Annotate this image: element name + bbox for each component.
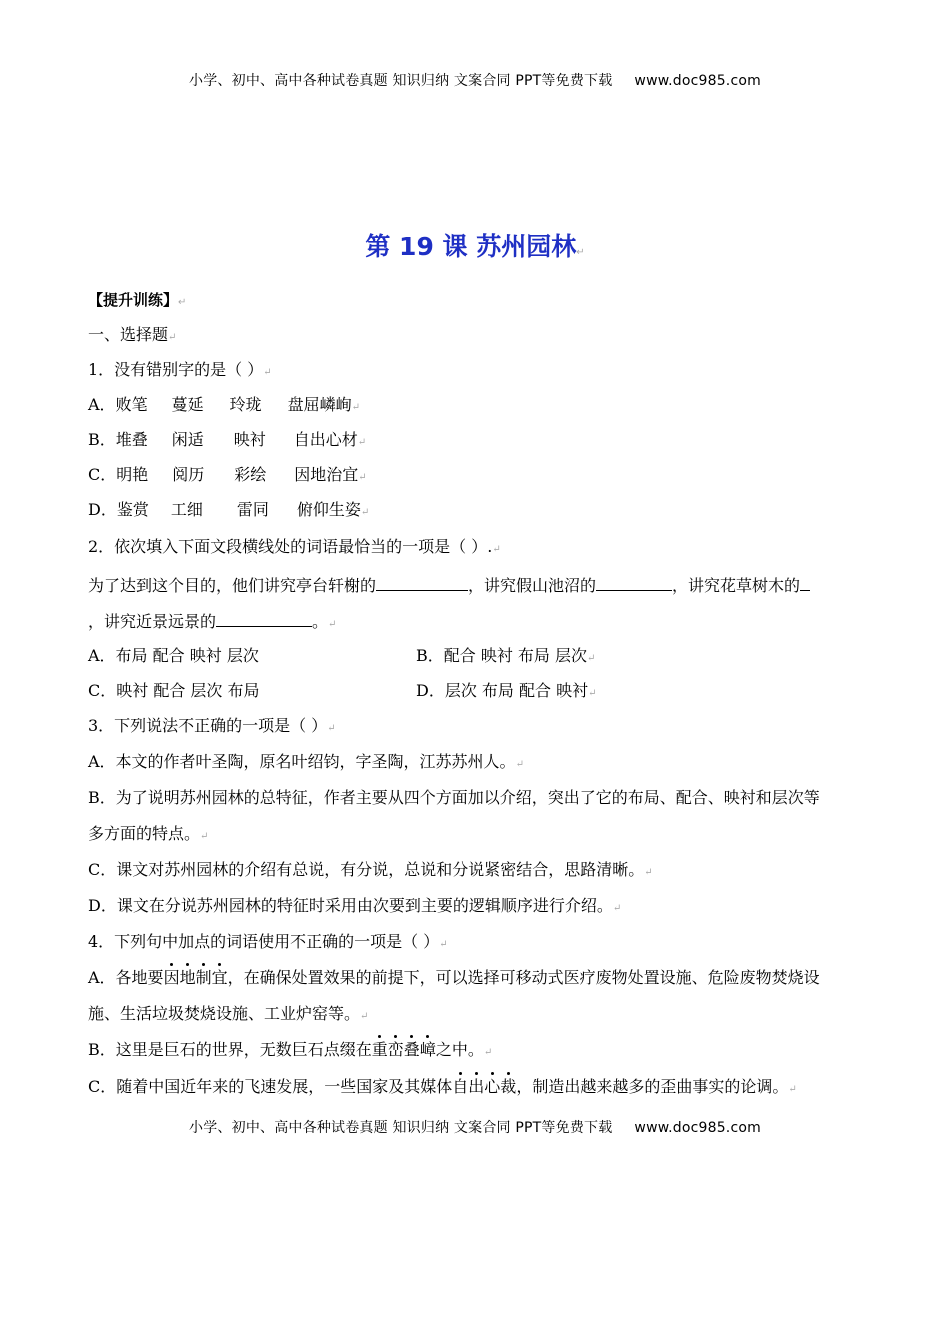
- q1-stem: 1．没有错别字的是（ ）↵: [88, 360, 272, 379]
- q1-option-b: B．堆叠 闲适 映衬 自出心材↵: [88, 430, 367, 449]
- dotted-char: 重: [371, 1040, 388, 1059]
- dotted-char: 地: [179, 968, 196, 987]
- dotted-char: 出: [468, 1077, 485, 1096]
- blank-3[interactable]: [800, 574, 810, 591]
- q4-stem: 4．下列句中加点的词语使用不正确的一项是（ ）↵: [88, 932, 448, 951]
- page-title: 第 19 课 苏州园林↵: [365, 232, 585, 261]
- dotted-char: 峦: [387, 1040, 404, 1059]
- page-header: [0, 70, 950, 90]
- q1-option-d: D．鉴赏 工细 雷同 俯仰生姿↵: [88, 500, 370, 519]
- dotted-char: 因: [163, 968, 180, 987]
- blank-2[interactable]: [596, 574, 672, 591]
- q4-option-a: A．各地要因地制宜，在确保处置效果的前提下，可以选择可移动式医疗废物处置设施、危险废物焚烧设: [88, 968, 820, 987]
- dotted-char: 裁: [500, 1077, 517, 1096]
- header-text: 小学、初中、高中各种试卷真题 知识归纳 文案合同 PPT等免费下载: [189, 73, 613, 89]
- q2-option-b: B．配合 映衬 布局 层次↵: [416, 646, 596, 665]
- q1-option-a: A．败笔 蔓延 玲珑 盘屈嶙峋↵: [88, 395, 360, 414]
- q2-option-d: D．层次 布局 配合 映衬↵: [416, 681, 597, 700]
- dotted-char: 制: [195, 968, 212, 987]
- title-text: 第 19 课 苏州园林: [365, 232, 577, 261]
- dotted-phrase-c: [452, 1077, 516, 1096]
- page-footer: [0, 1117, 950, 1137]
- part-heading: 一、选择题↵: [88, 325, 177, 344]
- q1-option-c: C．明艳 阅历 彩绘 因地治宜↵: [88, 465, 367, 484]
- dotted-phrase-b: [372, 1040, 436, 1059]
- q3-option-a: A．本文的作者叶圣陶，原名叶绍钧，字圣陶，江苏苏州人。↵: [88, 752, 524, 771]
- q4-option-b: B．这里是巨石的世界，无数巨石点缀在重峦叠嶂之中。↵: [88, 1040, 493, 1059]
- q3-stem: 3．下列说法不正确的一项是（ ）↵: [88, 716, 336, 735]
- q2-passage-line1: 为了达到这个目的，他们讲究亭台轩榭的 ，讲究假山池沼的 ，讲究花草树木的: [88, 574, 810, 596]
- dotted-char: 嶂: [419, 1040, 436, 1059]
- q4-option-c: C．随着中国近年来的飞速发展，一些国家及其媒体自出心裁，制造出越来越多的歪曲事实的论调。↵: [88, 1077, 797, 1096]
- q2-option-a: A．布局 配合 映衬 层次: [88, 646, 259, 665]
- q2-passage-line2: ，讲究近景远景的 。↵: [88, 612, 337, 631]
- q3-option-c: C．课文对苏州园林的介绍有总说，有分说，总说和分说紧密结合，思路清晰。↵: [88, 860, 653, 879]
- footer-url[interactable]: www.doc985.com: [634, 1120, 761, 1136]
- section-heading: 【提升训练】↵: [88, 291, 187, 309]
- q2-stem: 2．依次填入下面文段横线处的词语最恰当的一项是（ ）.↵: [88, 537, 501, 556]
- dotted-char: 宜: [211, 968, 228, 987]
- q3-option-b: B．为了说明苏州园林的总特征，作者主要从四个方面加以介绍，突出了它的布局、配合、映衬和层次等: [88, 788, 820, 807]
- q4-option-a-cont: 施、生活垃圾焚烧设施、工业炉窑等。↵: [88, 1004, 369, 1023]
- dotted-char: 心: [484, 1077, 501, 1096]
- blank-1[interactable]: [376, 574, 468, 591]
- dotted-char: 自: [452, 1077, 469, 1096]
- header-url[interactable]: www.doc985.com: [634, 73, 761, 89]
- footer-text: 小学、初中、高中各种试卷真题 知识归纳 文案合同 PPT等免费下载: [189, 1120, 613, 1136]
- blank-4[interactable]: [216, 610, 312, 627]
- q3-option-d: D．课文在分说苏州园林的特征时采用由次要到主要的逻辑顺序进行介绍。↵: [88, 896, 622, 915]
- dotted-char: 叠: [403, 1040, 420, 1059]
- dotted-phrase-a: [164, 968, 228, 987]
- q3-option-b-cont: 多方面的特点。↵: [88, 824, 209, 843]
- q2-option-c: C．映衬 配合 层次 布局: [88, 681, 260, 700]
